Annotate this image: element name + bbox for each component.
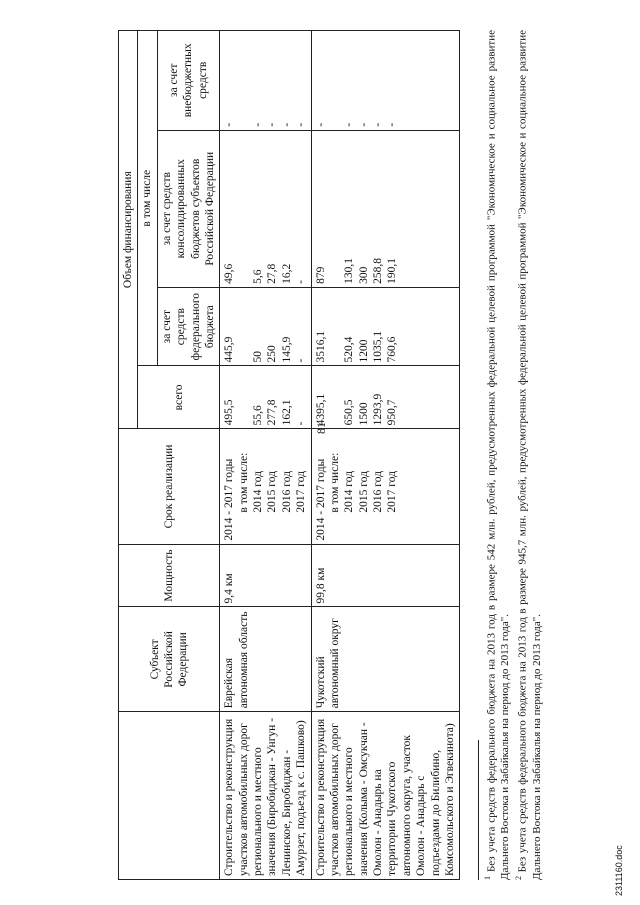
object-name: Строительство и реконструкция участков автомобильных дорог регионального и местного значения (Колыма - Омсукчан - Омолон - Анадырь на территории Чукотского автономного округа, участок Омолон - Анадырь с подъездами до Билибино, Комсомольского и Эгвекинота) [311,712,460,880]
extrabudget-value: - [266,122,279,127]
total-value: 1293,9 [372,393,384,426]
capacity-value: 9,4 км [220,544,311,607]
footnote-text: Без учета средств федерального бюджета на 2013 год в размере 945,7 млн. рублей, предусмотренных федеральной целевой программой "Экономическое и социальное развитие Дальнего Востока и Забайкалья на период до 2013 года". [516,29,543,880]
header-period: Срок реализации [119,429,220,544]
footnotes [478,30,545,880]
federal-values [311,287,460,366]
total-values [220,366,311,429]
total-value: 650,5 [343,399,356,426]
federal-value: - [295,358,308,363]
period-main: 2014 - 2017 годы [314,458,327,541]
period-including: в том числе: [328,452,341,513]
header-funding: Объем финансирования [119,31,138,429]
funding-table [118,30,460,880]
subject-name: Еврейская автономная область [220,607,311,712]
period-main: 2014 - 2017 годы [223,458,236,541]
federal-value: 3516,1 [314,330,327,363]
consolidated-value: 190,1 [386,257,399,284]
consolidated-value: 130,1 [343,257,356,284]
header-consolidated: за счет средств консолидированных бюджетов субъектов Российской Федерации [157,130,220,287]
period-year: 2017 год [295,471,308,513]
total-values [311,366,460,429]
header-total: всего [138,366,220,429]
extrabudget-value: - [223,122,236,127]
footnote-mark: 1 [483,876,492,880]
consolidated-value: 27,8 [266,263,279,284]
period-year: 2017 год [386,471,399,513]
federal-value: 145,9 [280,336,293,363]
table-row [220,31,311,880]
total-value: 55,6 [252,405,264,426]
consolidated-value: 300 [357,266,370,284]
consolidated-value: 5,6 [252,269,264,284]
federal-value: 445,9 [223,336,236,363]
period-year: 2015 год [266,471,279,513]
consolidated-values [220,130,311,287]
federal-value: 1035,1 [372,330,384,363]
extrabudget-value: - [252,122,264,127]
extrabudget-values [311,31,460,131]
consolidated-value: 49,6 [223,263,236,284]
consolidated-value: - [295,280,308,284]
header-including: в том числе [138,31,157,366]
total-value: 162,1 [280,399,293,426]
period-including: в том числе: [237,452,250,513]
total-value: 277,8 [266,399,279,426]
total-value: 495,5 [223,399,236,426]
period-year: 2016 год [372,471,384,513]
period-year: 2016 год [280,471,293,513]
header-subject: Субъект Российской Федерации [119,607,220,712]
consolidated-value: 879 [314,266,327,284]
extrabudget-value: - [314,122,327,127]
rotated-page-content [118,20,618,880]
document-id: 2311160.doc [614,845,624,896]
subject-name: Чукотский автономный округ [311,607,460,712]
extrabudget-value: - [343,122,356,127]
total-value: - [295,421,308,426]
period-cell [220,429,311,544]
extrabudget-value: - [357,122,370,127]
footnote-divider [478,740,479,880]
period-year: 2014 год [252,471,264,513]
footnote [514,30,544,880]
page-number: 81 [314,422,328,434]
period-year: 2015 год [357,471,370,513]
table-row [311,31,460,880]
footnote-mark: 2 [514,876,524,880]
total-value: 1500 [357,402,370,426]
federal-value: 1200 [357,339,370,363]
footnote-text: Без учета средств федерального бюджета на 2013 год в размере 542 млн. рублей, предусмотренных федеральной целевой программой "Экономическое и социальное развитие Дальнего Востока и Забайкалья на период до 2013 года". [485,29,512,880]
total-value: 950,7 [386,399,399,426]
period-cell [311,429,460,544]
header-federal: за счет средств федерального бюджета [157,287,220,366]
extrabudget-value: - [295,122,308,127]
capacity-value: 99,8 км [311,544,460,607]
consolidated-value: 258,8 [372,257,384,284]
header-object [119,712,220,880]
footnote [483,30,513,880]
federal-value: 520,4 [343,336,356,363]
total-value: 4395,1 [314,393,327,426]
extrabudget-value: - [386,122,399,127]
header-capacity: Мощность [119,544,220,607]
object-name: Строительство и реконструкция участков автомобильных дорог регионального и местного значения (Биробиджан - Унгун - Ленинское, Биробиджан - Амурзет, подъезд к с. Пашково) [220,712,311,880]
header-extrabudget: за счет внебюджетных средств [157,31,220,131]
federal-value: 250 [266,345,279,363]
extrabudget-values [220,31,311,131]
extrabudget-value: - [372,122,384,127]
period-year: 2014 год [343,471,356,513]
federal-value: 50 [252,350,264,363]
extrabudget-value: - [280,122,293,127]
federal-value: 760,6 [386,336,399,363]
consolidated-values [311,130,460,287]
federal-values [220,287,311,366]
consolidated-value: 16,2 [280,263,293,284]
header-row-1 [119,31,138,880]
